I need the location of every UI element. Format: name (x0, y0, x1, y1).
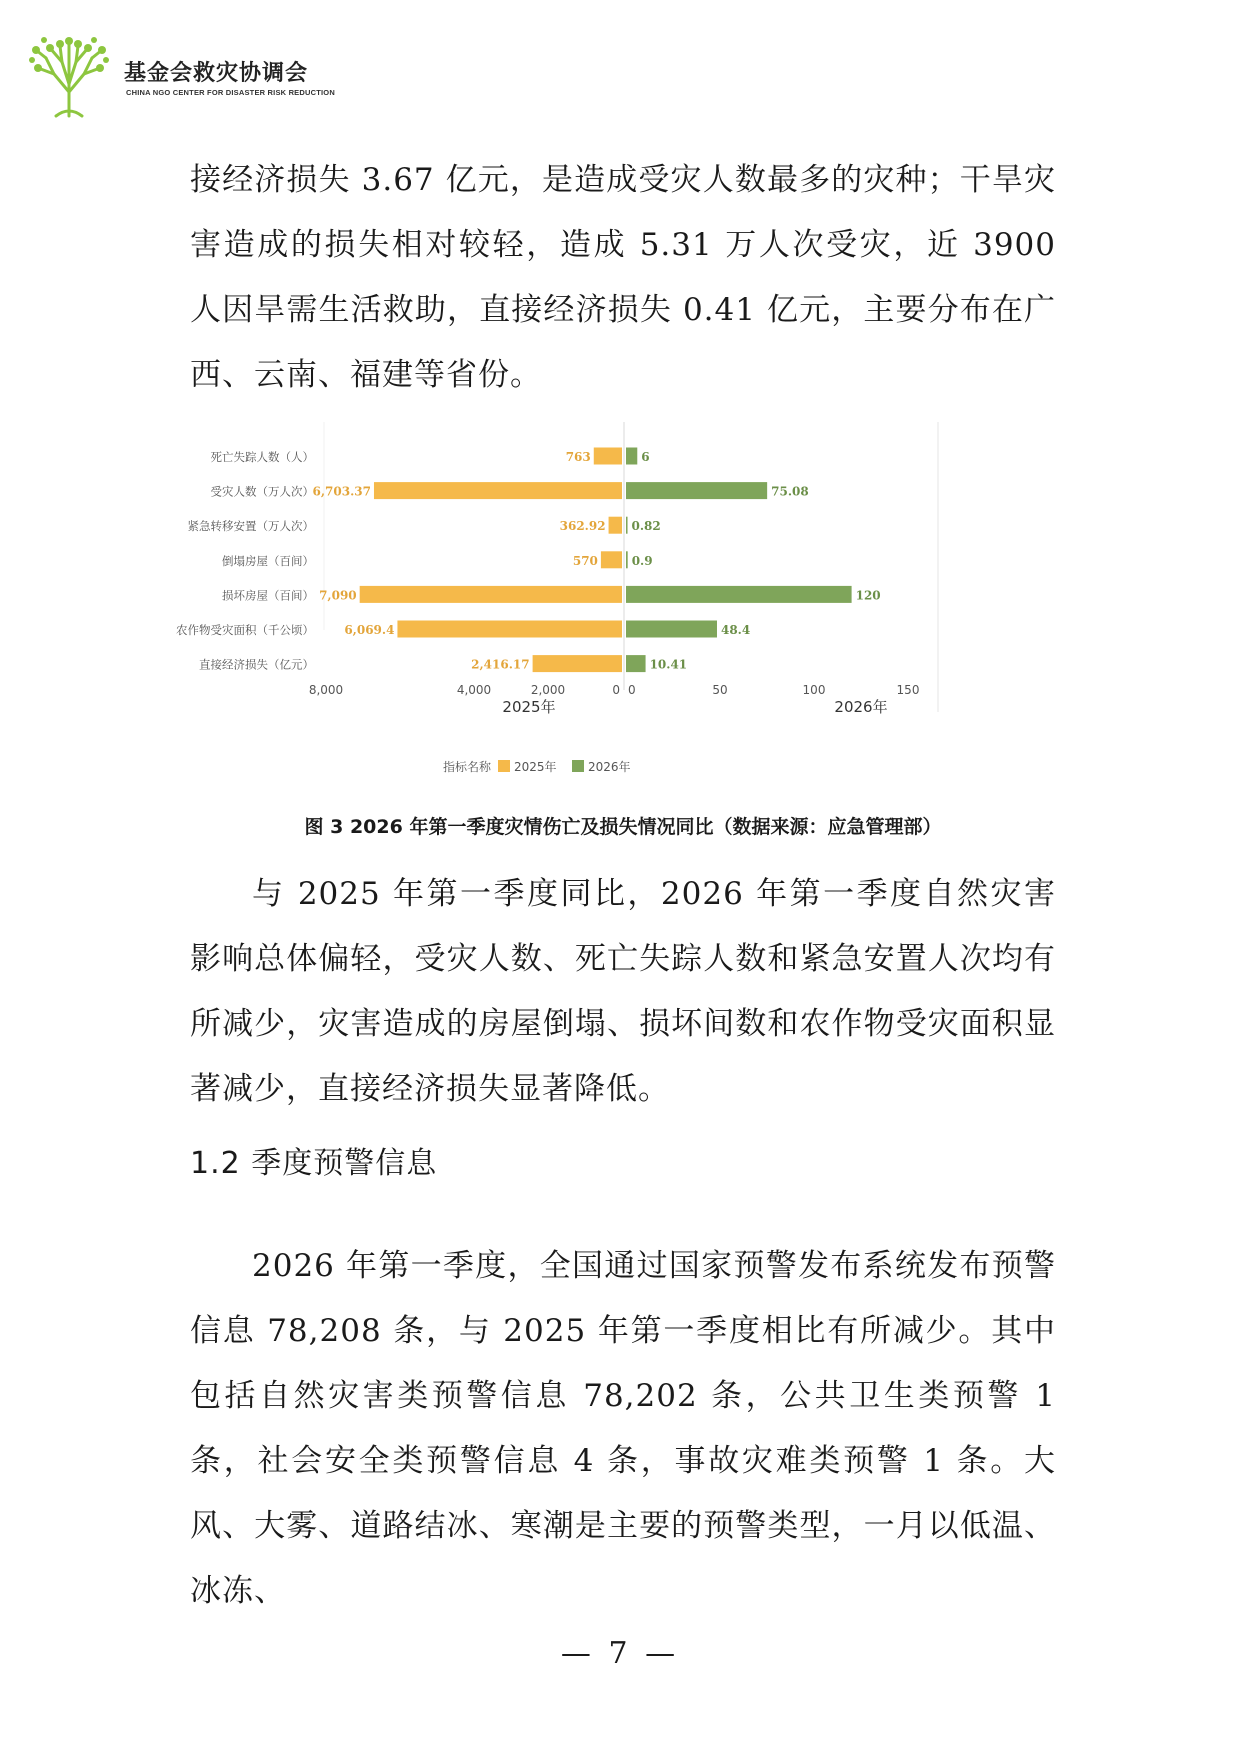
bar-2025 (533, 655, 622, 672)
right-axis-title: 2026年 (834, 698, 888, 716)
data-label-2025: 763 (565, 450, 591, 464)
chart-svg (176, 422, 1052, 794)
legend-swatch-2026 (572, 760, 584, 772)
legend-swatch-2025 (498, 760, 510, 772)
paragraph-3-text: 2026 年第一季度，全国通过国家预警发布系统发布预警信息 78,208 条，与 2025 年第一季度相比有所减少。其中包括自然灾害类预警信息 78,202 条，公共卫生类预警 1 条，社会安全类预警信息 4 条，事故灾难类预警 1 条。大风、大雾、道路结冰、寒潮是主要的预警类型，一月以低温、冰冻、 (190, 1248, 1056, 1609)
data-label-2026: 48.4 (720, 623, 751, 637)
data-label-2025: 362.92 (559, 519, 606, 534)
data-label-2026: 6 (641, 450, 650, 464)
page-number: — 7 — (560, 1636, 680, 1671)
left-axis-tick: 4,000 (456, 683, 492, 697)
bar-2026 (626, 586, 852, 603)
category-label: 倒塌房屋（百间） (222, 553, 314, 568)
bar-2026 (626, 621, 717, 638)
section-heading: 1.2 季度预警信息 (190, 1146, 438, 1181)
data-label-2025: 6,703.37 (312, 484, 371, 499)
right-axis-tick: 150 (896, 683, 920, 697)
category-label: 农作物受灾面积（千公顷） (176, 623, 314, 637)
bar-2025 (601, 551, 622, 568)
data-label-2026: 10.41 (649, 657, 688, 672)
left-axis-title: 2025年 (502, 698, 556, 716)
figure-caption: 图 3 2026 年第一季度灾情伤亡及损失情况同比（数据来源：应急管理部） (304, 816, 942, 838)
right-axis-tick: 0 (628, 683, 636, 697)
data-label-2025: 2,416.17 (471, 657, 530, 672)
category-label: 紧急转移安置（万人次） (187, 519, 314, 534)
bar-2026 (626, 655, 646, 672)
org-logo (26, 36, 586, 120)
bar-2025 (594, 448, 622, 465)
category-label: 损坏房屋（百间） (222, 588, 314, 603)
paragraph-3 (190, 1234, 1056, 1624)
data-label-2026: 120 (855, 588, 881, 603)
tree-logo-icon (26, 36, 112, 120)
bar-2025 (360, 586, 622, 603)
legend-title: 指标名称 (442, 760, 491, 774)
data-label-2026: 0.82 (631, 519, 661, 534)
bar-2025 (397, 621, 622, 638)
bar-2025 (374, 482, 622, 499)
paragraph-1 (190, 148, 1056, 408)
left-axis-tick: 8,000 (308, 683, 344, 697)
right-axis-tick: 50 (712, 683, 728, 697)
legend-label-2026: 2026年 (588, 760, 631, 774)
disaster-comparison-chart (176, 422, 1052, 794)
org-name-cn: 基金会救灾协调会 (124, 61, 309, 86)
bar-2026 (626, 517, 628, 534)
bar-2026 (626, 551, 628, 568)
category-label: 死亡失踪人数（人） (210, 450, 314, 464)
category-label: 直接经济损失（亿元） (199, 657, 314, 672)
bar-2026 (626, 482, 767, 499)
data-label-2025: 7,090 (319, 588, 357, 603)
paragraph-1-text: 接经济损失 3.67 亿元，是造成受灾人数最多的灾种；干旱灾害造成的损失相对较轻，造成 5.31 万人次受灾，近 3900 人因旱需生活救助，直接经济损失 0.41 亿元，主要分布在广西、云南、福建等省份。 (190, 162, 1056, 393)
paragraph-2 (190, 862, 1056, 1122)
data-label-2026: 75.08 (771, 484, 809, 499)
left-axis-tick: 0 (612, 683, 620, 697)
bar-2026 (626, 448, 637, 465)
org-name-en: CHINA NGO CENTER FOR DISASTER RISK REDUCTION (126, 88, 335, 97)
data-label-2025: 6,069.4 (344, 623, 395, 637)
data-label-2026: 0.9 (631, 553, 653, 568)
category-label: 受灾人数（万人次） (210, 484, 314, 499)
right-axis-tick: 100 (802, 683, 826, 697)
data-label-2025: 570 (572, 553, 598, 568)
legend-label-2025: 2025年 (514, 760, 557, 774)
left-axis-tick: 2,000 (530, 683, 566, 697)
paragraph-2-text: 与 2025 年第一季度同比，2026 年第一季度自然灾害影响总体偏轻，受灾人数、死亡失踪人数和紧急安置人次均有所减少，灾害造成的房屋倒塌、损坏间数和农作物受灾面积显著减少，直接经济损失显著降低。 (190, 876, 1056, 1107)
bar-2025 (609, 517, 622, 534)
